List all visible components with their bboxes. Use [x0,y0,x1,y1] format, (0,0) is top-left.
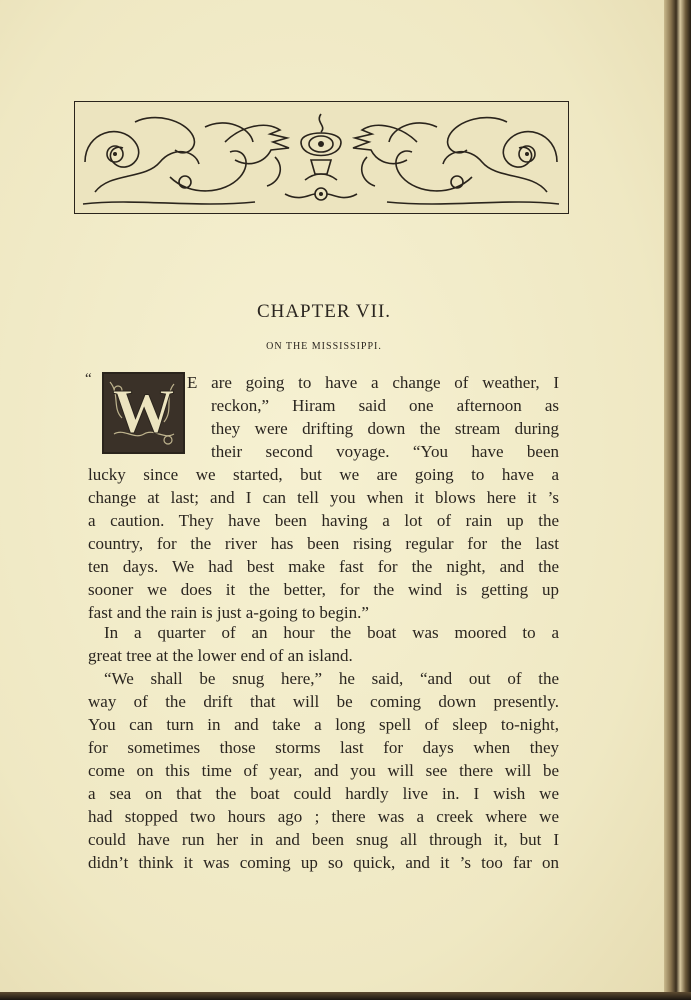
text-line: they were drifting down the stream during [211,419,559,438]
text-line: come on this time of year, and you will see there will be [88,761,559,780]
text-line: their second voyage. “You have been [211,442,559,461]
text-line: could have run her in and been snug all through it, but I [88,830,559,849]
text-line: great tree at the lower end of an island. [88,646,353,665]
text-line: change at last; and I can tell you when it blows here it ’s [88,488,559,507]
ornament-scrollwork-icon [75,102,567,212]
text-line: You can turn in and take a long spell of sleep to-night, [88,715,559,734]
text-line: a sea on that the boat could hardly live in. I wish we [88,784,559,803]
text-line: for sometimes those storms last for days when they [88,738,559,757]
chapter-subtitle: ON THE MISSISSIPPI. [266,341,382,352]
text-line: ten days. We had best make fast for the night, and the [88,557,559,576]
text-line: didn’t think it was coming up so quick, and it ’s too far on [88,853,559,872]
ornamental-headpiece [74,101,569,214]
text-line: reckon,” Hiram said one afternoon as [211,396,559,415]
text-line: had stopped two hours ago ; there was a creek where we [88,807,559,826]
text-line: a caution. They have been having a lot of rain up the [88,511,559,530]
chapter-title: CHAPTER VII. [256,301,392,322]
text-line: sooner we does it the better, for the wind is getting up [88,580,559,599]
text-line: E are going to have a change of weather, I [187,373,559,392]
svg-text:W: W [112,378,175,446]
opening-quote-mark: “ [85,371,92,387]
book-spine-edge [664,0,691,1000]
text-line: “We shall be snug here,” he said, “and out of the [104,669,559,688]
text-line: fast and the rain is just a-going to begin.” [88,603,369,622]
text-line: lucky since we started, but we are going to have a [88,465,559,484]
text-line: In a quarter of an hour the boat was moored to a [104,623,559,642]
drop-cap-w-icon [102,372,185,454]
text-line: way of the drift that will be coming down presently. [88,692,559,711]
page-bottom-edge [0,992,691,1000]
text-line: country, for the river has been rising regular for the last [88,534,559,553]
